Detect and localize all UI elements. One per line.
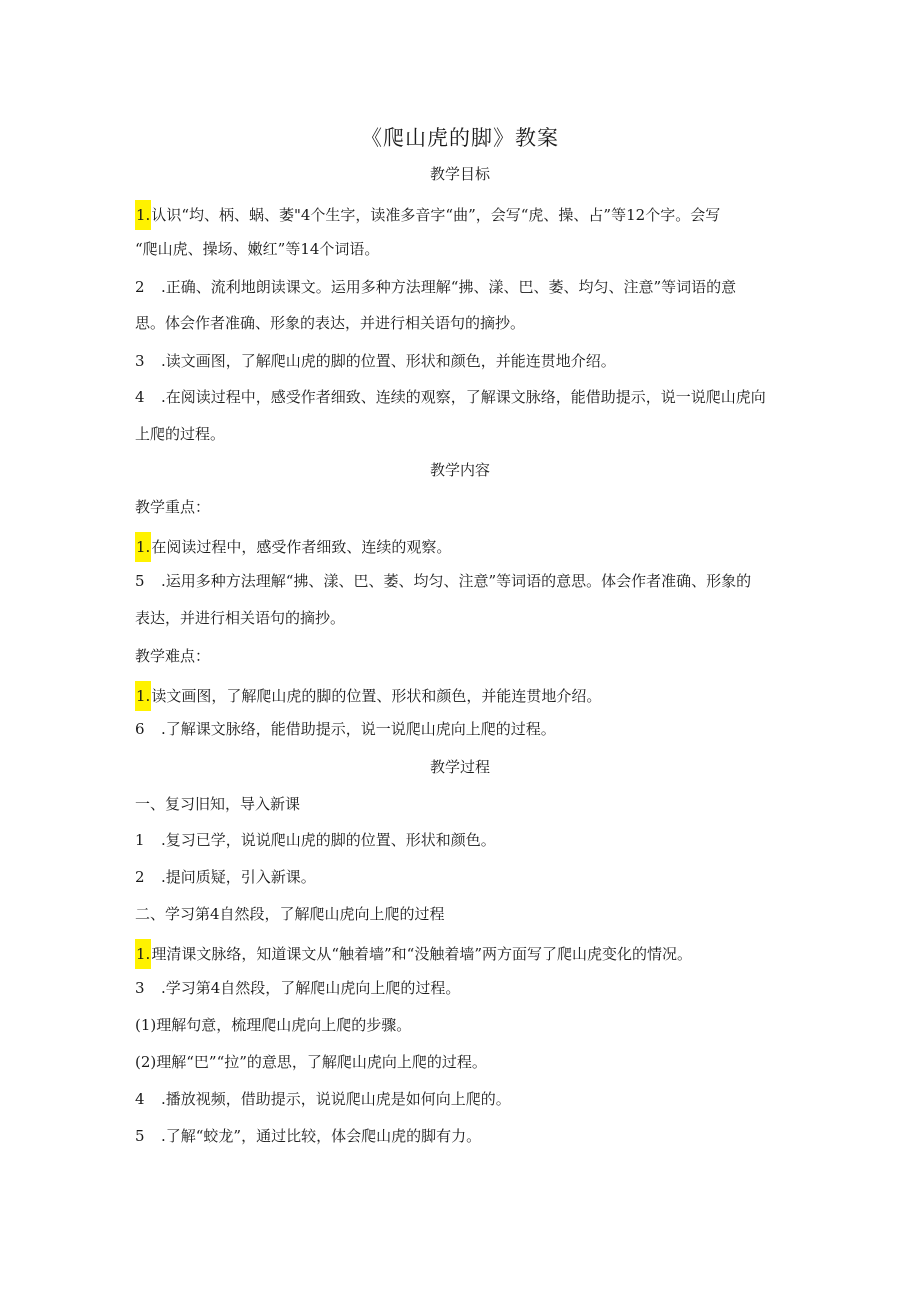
difficult-point-1-number: 1. [135, 681, 151, 711]
process-part-2-step-5-number: 5 [135, 1127, 145, 1145]
process-substep-1: (1)理解句意，梳理爬山虎向上爬的步骤。 [135, 1016, 412, 1034]
process-part-1-step-1-number: 1 [135, 831, 145, 849]
key-point-2 [135, 570, 795, 592]
process-part-2-title: 二、学习第4自然段，了解爬山虎向上爬的过程 [135, 905, 445, 923]
process-part-1-step-2 [135, 866, 795, 888]
process-part-1-step-1 [135, 829, 795, 851]
key-points-label: 教学重点： [135, 498, 211, 516]
difficult-point-2-number: 6 [135, 720, 145, 738]
process-substep-2: (2)理解“巴”“拉”的意思，了解爬山虎向上爬的过程。 [135, 1053, 487, 1071]
process-part-1-title: 一、复习旧知，导入新课 [135, 795, 301, 813]
goal-item-2-continued: 思。体会作者准确、形象的表达，并进行相关语句的摘抄。 [135, 314, 526, 332]
process-part-2-step-4-number: 4 [135, 1090, 145, 1108]
goal-item-2 [135, 276, 795, 298]
difficult-point-2-text: .了解课文脉络，能借助提示，说一说爬山虎向上爬的过程。 [161, 720, 556, 738]
process-part-2-step-1 [135, 939, 795, 969]
goal-item-3-number: 3 [135, 352, 145, 370]
goal-item-4 [135, 386, 795, 408]
goal-item-1-text-line1: 认识“均、柄、蜗、萎"4个生字，读准多音字“曲”，会写“虎、操、占”等12个字。会写 [151, 206, 721, 224]
process-part-2-step-3-text: .学习第4自然段，了解爬山虎向上爬的过程。 [161, 979, 461, 997]
document-title: 《爬山虎的脚》教案 [361, 126, 559, 150]
goal-item-4-text-line1: .在阅读过程中，感受作者细致、连续的观察，了解课文脉络，能借助提示，说一说爬山虎向 [161, 388, 766, 406]
heading-goals: 教学目标 [429, 165, 490, 183]
key-point-2-text-line1: .运用多种方法理解“拂、漾、巴、萎、均匀、注意”等词语的意思。体会作者准确、形象的 [161, 572, 752, 590]
process-part-1-step-1-text: .复习已学，说说爬山虎的脚的位置、形状和颜色。 [161, 831, 496, 849]
process-part-2-step-1-text: 理清课文脉络，知道课文从“触着墙”和“没触着墙”两方面写了爬山虎变化的情况。 [151, 945, 692, 963]
process-part-2-step-3-number: 3 [135, 979, 145, 997]
heading-content: 教学内容 [429, 461, 490, 479]
process-part-1-step-2-text: .提问质疑，引入新课。 [161, 868, 316, 886]
goal-item-3 [135, 350, 795, 372]
difficult-point-1-text: 读文画图，了解爬山虎的脚的位置、形状和颜色，并能连贯地介绍。 [151, 687, 602, 705]
process-part-2-step-5-text: .了解“蛟龙”，通过比较，体会爬山虎的脚有力。 [161, 1127, 482, 1145]
goal-item-1-continued: “爬山虎、操场、嫩红”等14个词语。 [135, 240, 380, 258]
process-part-2-step-1-number: 1. [135, 939, 151, 969]
goal-item-2-number: 2 [135, 278, 145, 296]
key-point-1 [135, 532, 795, 562]
goal-item-4-number: 4 [135, 388, 145, 406]
process-part-2-step-4 [135, 1088, 795, 1110]
heading-process: 教学过程 [429, 758, 490, 776]
difficult-point-2 [135, 718, 795, 740]
difficult-points-label: 教学难点： [135, 647, 211, 665]
difficult-point-1 [135, 681, 795, 711]
key-point-2-number: 5 [135, 572, 145, 590]
key-point-1-number: 1. [135, 532, 151, 562]
goal-item-2-text-line1: .正确、流利地朗读课文。运用多种方法理解“拂、漾、巴、萎、均匀、注意”等词语的意 [161, 278, 737, 296]
process-part-1-step-2-number: 2 [135, 868, 145, 886]
process-part-2-step-3 [135, 977, 795, 999]
goal-item-1-number: 1. [135, 200, 151, 230]
goal-item-4-continued: 上爬的过程。 [135, 425, 226, 443]
process-part-2-step-5 [135, 1125, 795, 1147]
goal-item-1 [135, 200, 795, 230]
goal-item-3-text: .读文画图，了解爬山虎的脚的位置、形状和颜色，并能连贯地介绍。 [161, 352, 616, 370]
process-part-2-step-4-text: .播放视频，借助提示，说说爬山虎是如何向上爬的。 [161, 1090, 511, 1108]
key-point-1-text: 在阅读过程中，感受作者细致、连续的观察。 [151, 538, 452, 556]
key-point-2-continued: 表达，并进行相关语句的摘抄。 [135, 609, 346, 627]
